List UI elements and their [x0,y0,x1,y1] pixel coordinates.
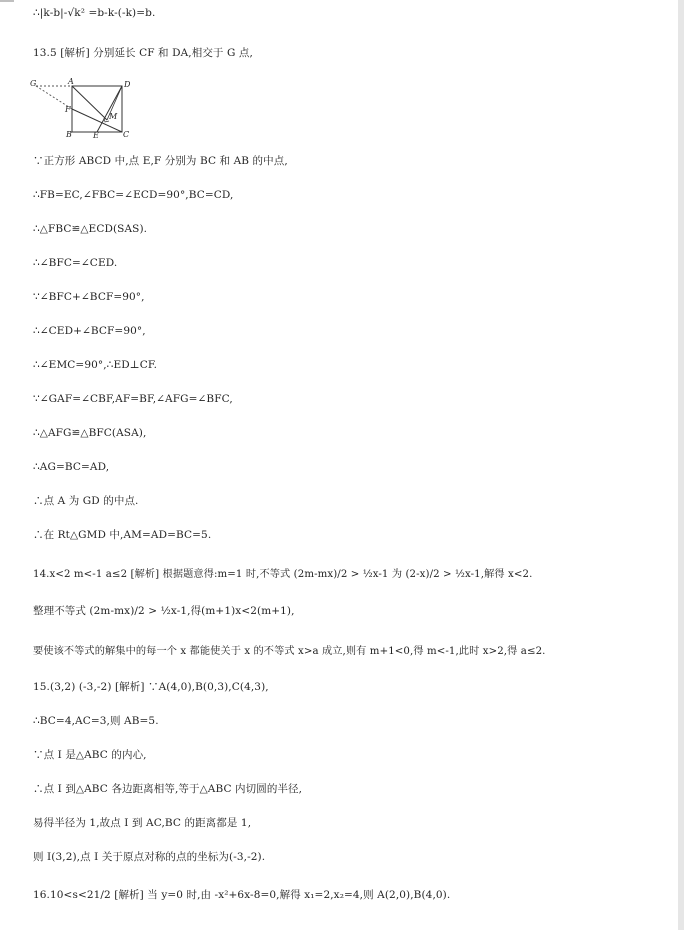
text-line-23: 则 I(3,2),点 I 关于原点对称的点的坐标为(-3,-2). [33,851,266,863]
label-e: E [93,131,99,138]
text-line-17: 要使该不等式的解集中的每一个 x 都能使关于 x 的不等式 x>a 成立,则有 m+1<0,得 m<-1,此时 x>2,得 a≤2. [33,646,546,657]
text-line-12: ∴AG=BC=AD, [33,461,110,473]
text-line-6: ∴∠BFC=∠CED. [33,257,118,269]
text-line-8: ∴∠CED+∠BCF=90°, [33,325,146,337]
text-line-20: ∵点 I 是△ABC 的内心, [33,749,147,761]
text-line-15: 14.x<2 m<-1 a≤2 [解析] 根据题意得:m=1 时,不等式 (2m-mx)/2 > ½x-1 为 (2-x)/2 > ½x-1,解得 x<2. [33,569,533,580]
figure-svg [30,74,130,138]
text-line-5: ∴△FBC≌△ECD(SAS). [33,223,148,235]
label-d: D [124,80,130,89]
text-line-4: ∴FB=EC,∠FBC=∠ECD=90°,BC=CD, [33,189,234,201]
text-line-14: ∴在 Rt△GMD 中,AM=AD=BC=5. [33,529,212,541]
text-line-19: ∴BC=4,AC=3,则 AB=5. [33,715,159,727]
text-line-13: ∴点 A 为 GD 的中点. [33,495,139,507]
label-b: B [66,130,72,138]
text-line-3: ∵正方形 ABCD 中,点 E,F 分别为 BC 和 AB 的中点, [33,155,288,167]
text-line-21: ∴点 I 到△ABC 各边距离相等,等于△ABC 内切圆的半径, [33,783,303,795]
text-line-22: 易得半径为 1,故点 I 到 AC,BC 的距离都是 1, [33,817,252,829]
text-line-24: 16.10<s<21/2 [解析] 当 y=0 时,由 -x²+6x-8=0,解得 x₁=2,x₂=4,则 A(2,0),B(4,0). [33,889,451,901]
text-line-11: ∴△AFG≌△BFC(ASA), [33,427,147,439]
label-m: M [109,112,118,121]
label-g: G [30,79,37,88]
text-line-9: ∴∠EMC=90°,∴ED⊥CF. [33,359,158,371]
line-am [72,86,107,120]
page-corner-mark [0,0,14,2]
page-edge-scrollbar [678,0,684,930]
label-f: F [65,105,71,114]
square-geometry-figure [30,74,130,138]
label-a: A [68,77,74,86]
text-line-7: ∵∠BFC+∠BCF=90°, [33,291,145,303]
label-c: C [123,130,130,138]
text-line-18: 15.(3,2) (-3,-2) [解析] ∵A(4,0),B(0,3),C(4,3), [33,681,269,693]
text-line-10: ∵∠GAF=∠CBF,AF=BF,∠AFG=∠BFC, [33,393,233,405]
text-line-2: 13.5 [解析] 分别延长 CF 和 DA,相交于 G 点, [33,47,253,59]
text-line-1: ∴|k-b|-√k² =b-k-(-k)=b. [33,7,156,19]
text-line-16: 整理不等式 (2m-mx)/2 > ½x-1,得(m+1)x<2(m+1), [33,605,295,617]
line-de [97,86,122,132]
